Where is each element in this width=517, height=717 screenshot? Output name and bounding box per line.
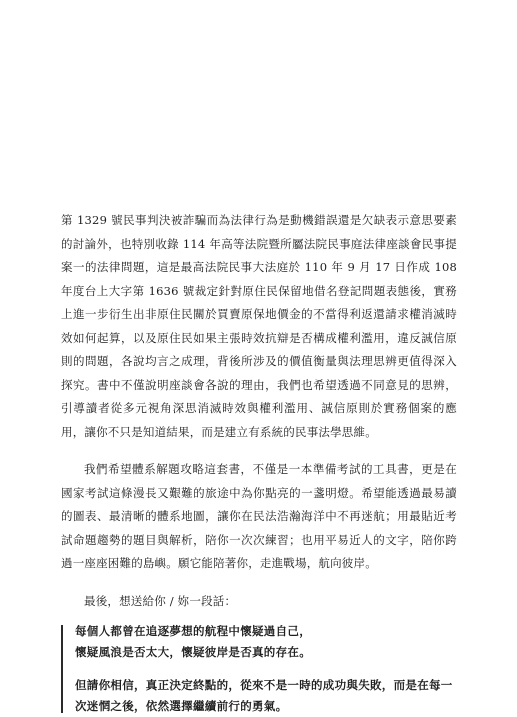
quote-line-1	[75, 621, 457, 663]
quote-line-2: 但請你相信，真正決定終點的，從來不是一時的成功與失敗，而是在每一次迷惘之後，依然選擇繼續前行的勇氣。	[75, 678, 453, 713]
paragraph-1: 第 1329 號民事判決被詐騙而為法律行為是動機錯誤還是欠缺表示意思要素的討論外，也特別收錄 114 年高等法院暨所屬法院民事庭法律座談會民事提案一的法律問題，這是最高法院民事大法庭於 110 年 9 月 17 日作成 108 年度台上大字第 1636 號裁定針對原住民保留地借名登記問題表態後，實務上進一步衍生出非原住民關於買賣原保地價金的不當得利返還請求權消滅時效如何起算，以及原住民如果主張時效抗辯是否構成權利濫用，違反誠信原則的問題，各說均言之成理，背後所涉及的價值衡量與法理思辨更值得深入探究。書中不僅說明座談會各說的理由，我們也希望透過不同意見的思辨，引導讀者從多元視角深思消滅時效與權利濫用、誠信原則於實務個案的應用，讓你不只是知道結果，而是建立有系統的民事法學思維。	[61, 213, 457, 439]
preface-body	[61, 209, 457, 717]
quote-line-1a: 每個人都曾在追逐夢想的航程中懷疑過自己，	[75, 624, 311, 638]
paragraph-2: 我們希望體系解題攻略這套書，不僅是一本準備考試的工具書，更是在國家考試這條漫長又艱難的旅途中為你點亮的一盞明燈。希望能透過最易讀的圖表、最清晰的體系地圖，讓你在民法浩瀚海洋中不再迷航；用最貼近考試命題趨勢的題目與解析，陪你一次次練習；也用平易近人的文字，陪你跨過一座座困難的島嶼。願它能陪著你，走進戰場，航向彼岸。	[61, 462, 457, 570]
quote-block	[61, 621, 457, 717]
quote-line-1b: 懷疑風浪是否太大，懷疑彼岸是否真的存在。	[75, 645, 311, 659]
closing-line: 最後，想送給你 / 妳一段話：	[84, 593, 237, 608]
